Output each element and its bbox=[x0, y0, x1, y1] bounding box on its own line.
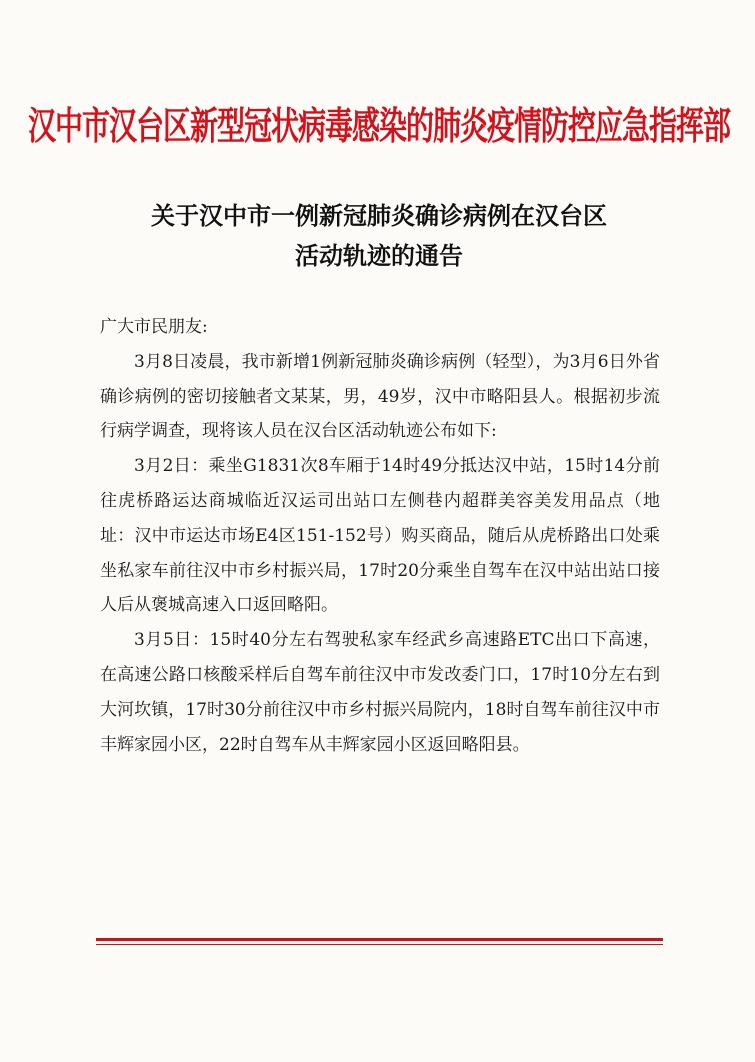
document-body bbox=[100, 310, 660, 762]
salutation: 广大市民朋友: bbox=[100, 317, 208, 337]
document-header bbox=[28, 92, 731, 156]
title-line-2: 活动轨迹的通告 bbox=[295, 241, 463, 270]
document-title bbox=[92, 196, 666, 276]
footer-rule-thin bbox=[96, 944, 663, 945]
title-line-1: 关于汉中市一例新冠肺炎确诊病例在汉台区 bbox=[151, 201, 607, 230]
paragraph-announcement: 3月8日凌晨，我市新增1例新冠肺炎确诊病例（轻型），为3月6日外省确诊病例的密切接触者文某某，男，49岁，汉中市略阳县人。根据初步流行病学调查，现将该人员在汉台区活动轨迹公布如下: bbox=[100, 351, 660, 442]
paragraph-march-2: 3月2日：乘坐G1831次8车厢于14时49分抵达汉中站，15时14分前往虎桥路运达商城临近汉运司出站口左侧巷内超群美容美发用品点（地址：汉中市运达市场E4区151-152号）购买商品，随后从虎桥路出口处乘坐私家车前往汉中市乡村振兴局，17时20分乘坐自驾车在汉中站出站口接人后从褒城高速入口返回略阳。 bbox=[100, 456, 660, 616]
footer-rule-thick bbox=[96, 938, 663, 941]
paragraph-march-5: 3月5日：15时40分左右驾驶私家车经武乡高速路ETC出口下高速，在高速公路口核酸采样后自驾车前往汉中市发改委门口，17时10分左右到大河坎镇，17时30分前往汉中市乡村振兴局院内，18时自驾车前往汉中市丰辉家园小区，22时自驾车从丰辉家园小区返回略阳县。 bbox=[100, 630, 660, 755]
issuing-organization: 汉中市汉台区新型冠状病毒感染的肺炎疫情防控应急指挥部 bbox=[28, 103, 731, 149]
